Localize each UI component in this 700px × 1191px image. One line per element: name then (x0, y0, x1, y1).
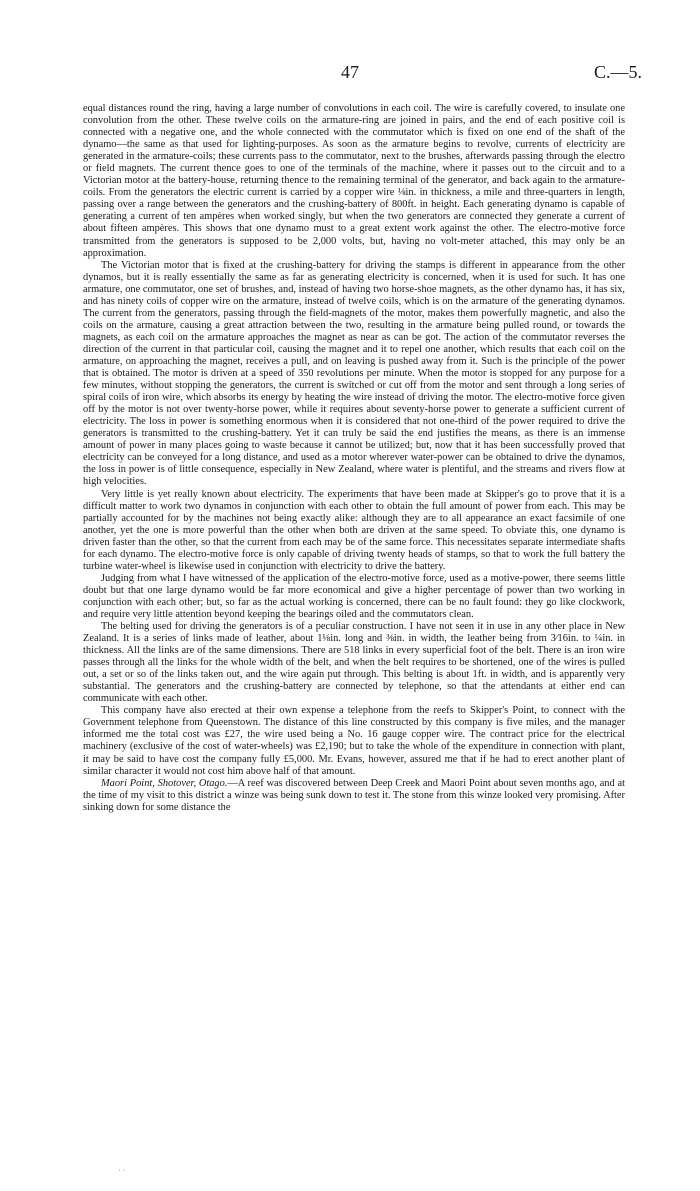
section-text: —A reef was discovered between Deep Creek and Maori Point about seven months ago, and at the time of my visit to this district a winze was being sunk down to test it. The stone from this winze looked very promising. After sinking down for some distance the (83, 777, 625, 813)
body-text (83, 103, 625, 814)
section-paragraph (83, 778, 625, 814)
paragraph: Judging from what I have witnessed of the application of the electro-motive force, used as a motive-power, there seems little doubt but that one large dynamo would be far more economical and give a higher percentage of power than two working in conjunction with each other; but, so far as the actual working is concerned, there can be no fault found: they go like clockwork, and require very little attention beyond keeping the bearings oiled and the commutators clean. (83, 572, 625, 620)
page-header (0, 62, 700, 90)
paragraph: Very little is yet really known about electricity. The experiments that have been made at Skipper's go to prove that it is a difficult matter to work two dynamos in conjunction with each other to obtain the full amount of power from each. This may be partially accounted for by the machines not being exactly alike: although they are to all appearance an exact facsimile of one another, yet the one is more powerful than the other when both are driven at the same speed. To obviate this, one dynamo is driven faster than the other, so that the current from each may be of the same force. This necessitates separate intermediate shafts for each dynamo. The electro-motive force is only capable of driving twenty heads of stamps, so that to work the full battery the turbine water-wheel is likewise used in conjunction with electricity to drive the battery. (83, 488, 625, 572)
footer-mark: · · (118, 1166, 126, 1175)
page-reference: C.—5. (593, 62, 642, 82)
paragraph: The belting used for driving the generators is of a peculiar construction. I have not seen it in use in any other place in New Zealand. It is a series of links made of leather, about 1⅛in. long and ⅜in. in width, the leather being from 3⁄16in. to ¼in. in thickness. All the links are of the same dimensions. There are 518 links in every superficial foot of the belt. There is an iron wire passes through all the links for the whole width of the belt, and when the belt requires to be shortened, one of the wires is pulled out, a set or so of the links taken out, and the wire again put through. This belting is about 1ft. in width, and is apparently very substantial. The generators and the crushing-battery are connected by telephone, so that the attendants at either end can communicate with each other. (83, 621, 625, 705)
paragraph: The Victorian motor that is fixed at the crushing-battery for driving the stamps is different in appearance from the other dynamos, but it is really essentially the same as far as generating electricity is concerned, when it is used for such. It has one armature, one commutator, one set of brushes, and, instead of having two horse-shoe magnets, as the other dynamo has, it has six, and has ninety coils of copper wire on the armature, instead of twelve coils, which is on the armature of the generating dynamos. The current from the generators, passing through the field-magnets of the motor, makes them powerfully magnetic, and also the coils on the armature, causing a great attraction between the two, resulting in the armature being pulled round, or towards the magnets, as each coil on the armature approaches the magnet as near as can be got. The action of the commutator reverses the direction of the current in that particular coil, causing the magnet and it to repel one another, which results that each coil on the armature, on approaching the magnet, receives a pull, and on leaving is pushed away from it. Such is the principle of the power that is obtained. The motor is driven at a speed of 350 revolutions per minute. When the motor is stopped for any purpose for a few minutes, without stopping the generators, the current is switched or cut off from the motor and sent through a long series of spiral coils of iron wire, which absorbs its energy by heating the wire instead of driving the motor. The electro-motive force given off by the motor is not over twenty-horse power, while it requires about seventy-horse power to generate a sufficient current of electricity. The loss in power is something enormous when it is considered that not one-third of the power required to drive the generators is transmitted to the crushing-battery. Yet it can truly be said the end justifies the means, as there is an immense amount of power in many places going to waste because it cannot be utilized; but, now that it has been successfully proved that electricity can be conveyed for a long distance, and used as a motor wherever water-power can be obtained to drive the dynamos, the loss in power is of little consequence, especially in New Zealand, where water is plentiful, and the streams and rivers flow at high velocities. (83, 259, 625, 488)
place-heading: Maori Point, Shotover, Otago. (101, 777, 228, 789)
page-number: 47 (341, 62, 359, 82)
paragraph: This company have also erected at their own expense a telephone from the reefs to Skipper's Point, to connect with the Government telephone from Queenstown. The distance of this line constructed by this company is five miles, and the manager informed me the total cost was £27, the wire used being a No. 16 gauge copper wire. The contract price for the electrical machinery (exclusive of the cost of water-wheels) was £2,190; but to take the whole of the expenditure in connection with plant, it may be said to have cost the company fully £5,000. Mr. Evans, however, assured me that if he had to erect another plant of similar character it would not cost him above half of that amount. (83, 705, 625, 777)
paragraph: equal distances round the ring, having a large number of convolutions in each coil. The wire is carefully covered, to insulate one convolution from the other. These twelve coils on the armature-ring are joined in pairs, and the end of each positive coil is connected with a negative one, and the whole connected with the commutator which is fixed on one end of the shaft of the dynamo—the same as that used for lighting-purposes. As soon as the armature begins to revolve, currents of electricity are generated in the armature-coils; these currents pass to the commutator, next to the brushes, afterwards passing through the electro or field magnets. The current thence goes to one of the terminals of the machine, where it passes out to the circuit and to a Victorian motor at the battery-house, returning thence to the remaining terminal of the generator, and back again to the armature-coils. From the generators the electric current is carried by a copper wire ⅛in. in thickness, a mile and three-quarters in length, passing over a range between the generators and the crushing-battery of 800ft. in height. Each generating dynamo is capable of generating a current of ten ampères when worked singly, but when the two generators are connected they generate a current of about fifteen ampères. This shows that one dynamo must to a great extent work against the other. The electro-motive force transmitted from the generators is supposed to be 2,000 volts, but, having no volt-meter attached, this may only be an approximation. (83, 103, 625, 259)
